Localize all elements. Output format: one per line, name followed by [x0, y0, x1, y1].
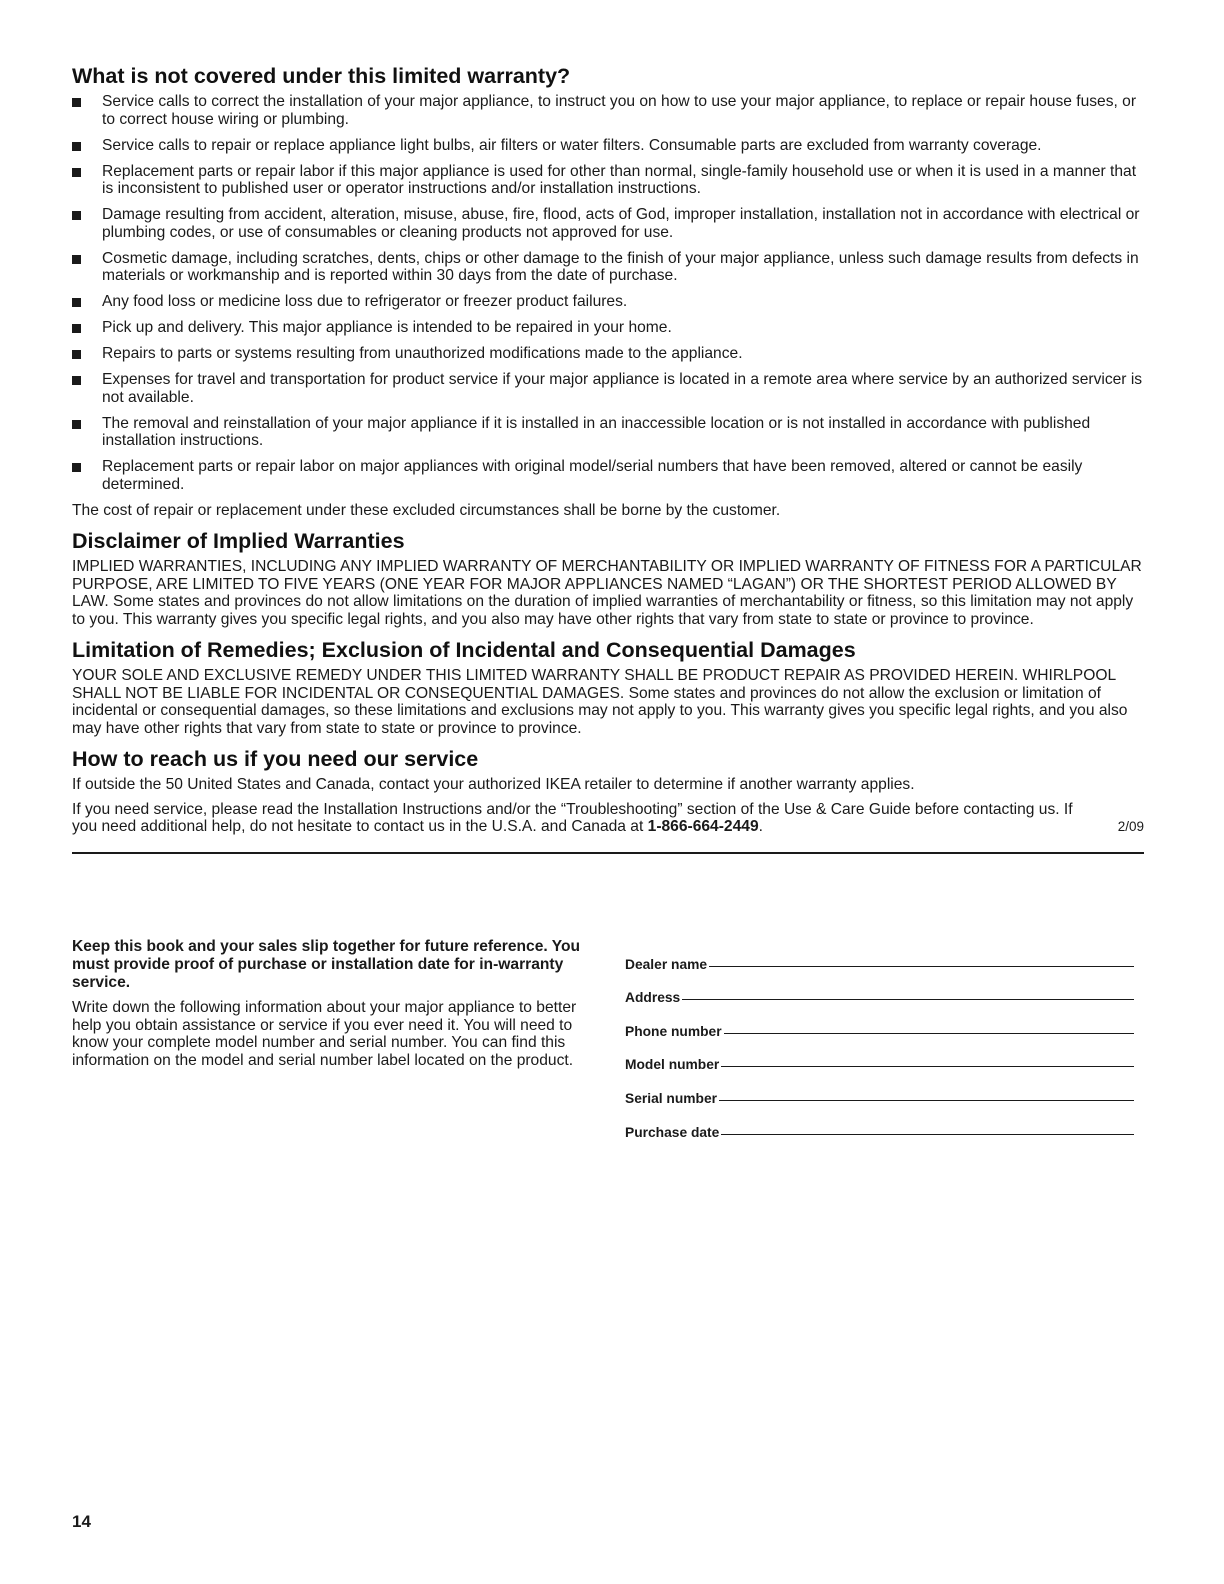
serial-number-field: Serial number — [625, 1072, 1134, 1106]
limitation-heading: Limitation of Remedies; Exclusion of Incidental and Consequential Damages — [72, 638, 856, 662]
square-bullet-icon — [72, 298, 81, 307]
record-instructions — [72, 938, 590, 1069]
record-form — [625, 938, 1134, 1140]
purchase-date-field: Purchase date — [625, 1106, 1134, 1140]
square-bullet-icon — [72, 350, 81, 359]
square-bullet-icon — [72, 168, 81, 177]
square-bullet-icon — [72, 376, 81, 385]
disclaimer-body: IMPLIED WARRANTIES, INCLUDING ANY IMPLIED WARRANTY OF MERCHANTABILITY OR IMPLIED WARRANTY OF FITNESS FOR A PARTICULAR PURPOSE, ARE LIMITED TO FIVE YEARS (ONE YEAR FOR MAJOR APPLIANCES NAMED “LAGAN”) OR THE SHORTEST PERIOD ALLOWED BY LAW. Some states and provinces do not allow limitations on the duration of implied warranties of merchantability or fitness, so this limitation may not apply to you. This warranty gives you specific legal rights, and you also may have other rights that vary from state to state or province to province. — [72, 558, 1142, 628]
list-item: Any food loss or medicine loss due to refrigerator or freezer product failures. — [72, 293, 1144, 311]
square-bullet-icon — [72, 255, 81, 264]
list-item: Expenses for travel and transportation for product service if your major appliance is located in a remote area where service by an authorized servicer is not available. — [72, 371, 1144, 406]
limitation-body: YOUR SOLE AND EXCLUSIVE REMEDY UNDER THIS LIMITED WARRANTY SHALL BE PRODUCT REPAIR AS PROVIDED HEREIN. WHIRLPOOL SHALL NOT BE LIABLE FOR INCIDENTAL OR CONSEQUENTIAL DAMAGES. Some states and provinces do not allow the exclusion or limitation of incidental or consequential damages, so these limitations and exclusions may not apply to you. This warranty gives you specific legal rights, and you also may have other rights that vary from state to state or province to province. — [72, 667, 1128, 737]
record-section — [72, 938, 1144, 1148]
not-covered-heading: What is not covered under this limited warranty? — [72, 64, 571, 88]
record-info-note: Write down the following information about your major appliance to better help you obtain assistance or service if you ever need it. You will need to know your complete model number and serial number. You can find this information on the model and serial number label located on the product. — [72, 999, 577, 1069]
proof-of-purchase-note: Keep this book and your sales slip together for future reference. You must provide proof of purchase or installation date for in-warranty service. — [72, 938, 581, 991]
square-bullet-icon — [72, 142, 81, 151]
service-paragraph: If you need service, please read the Installation Instructions and/or the “Troubleshooting” section of the Use & Care Guide before contacting us. If you need additional help, do not hesitate to contact us in the U.S.A. and Canada at 1-866-664-2449. 2/09 — [72, 800, 1144, 835]
square-bullet-icon — [72, 324, 81, 333]
section-divider — [72, 852, 1144, 854]
list-item: Pick up and delivery. This major appliance is intended to be repaired in your home. — [72, 319, 1144, 337]
square-bullet-icon — [72, 463, 81, 472]
page-number: 14 — [72, 1512, 91, 1531]
list-item: Replacement parts or repair labor on major appliances with original model/serial numbers that have been removed, altered or cannot be easily determined. — [72, 458, 1144, 493]
list-item: Cosmetic damage, including scratches, dents, chips or other damage to the finish of your major appliance, unless such damage results from defects in materials or workmanship and is reported within 30 days from the date of purchase. — [72, 250, 1144, 285]
warranty-page — [72, 64, 1144, 854]
dealer-name-field: Dealer name — [625, 938, 1134, 972]
outside-us-paragraph: If outside the 50 United States and Canada, contact your authorized IKEA retailer to determine if another warranty applies. — [72, 776, 915, 793]
square-bullet-icon — [72, 211, 81, 220]
list-item: Service calls to repair or replace appliance light bulbs, air filters or water filters. Consumable parts are excluded from warranty coverage. — [72, 137, 1144, 155]
list-item: The removal and reinstallation of your major appliance if it is installed in an inaccessible location or is not installed in accordance with published installation instructions. — [72, 415, 1144, 450]
write-in-line — [721, 1065, 1134, 1067]
write-in-line — [719, 1099, 1134, 1101]
revision-code: 2/09 — [1117, 819, 1144, 834]
not-covered-list — [72, 93, 1144, 493]
disclaimer-heading: Disclaimer of Implied Warranties — [72, 529, 405, 553]
address-field: Address — [625, 972, 1134, 1006]
square-bullet-icon — [72, 98, 81, 107]
phone-number-field: Phone number — [625, 1005, 1134, 1039]
square-bullet-icon — [72, 420, 81, 429]
list-item: Damage resulting from accident, alteration, misuse, abuse, fire, flood, acts of God, improper installation, installation not in accordance with electrical or plumbing codes, or use of consumables or cleaning products not approved for use. — [72, 206, 1144, 241]
excluded-cost-note: The cost of repair or replacement under these excluded circumstances shall be borne by the customer. — [72, 501, 781, 519]
model-number-field: Model number — [625, 1039, 1134, 1073]
support-phone-number: 1-866-664-2449 — [647, 818, 759, 835]
write-in-line — [724, 1032, 1134, 1034]
write-in-line — [682, 998, 1134, 1000]
list-item: Replacement parts or repair labor if this major appliance is used for other than normal, single-family household use or when it is used in a manner that is inconsistent to published user or operator instructions and/or installation instructions. — [72, 163, 1144, 198]
write-in-line — [721, 1133, 1134, 1135]
service-heading: How to reach us if you need our service — [72, 747, 479, 771]
list-item: Service calls to correct the installation of your major appliance, to instruct you on how to use your major appliance, to replace or repair house fuses, or to correct house wiring or plumbing. — [72, 93, 1144, 128]
list-item: Repairs to parts or systems resulting from unauthorized modifications made to the appliance. — [72, 345, 1144, 363]
write-in-line — [709, 965, 1134, 967]
